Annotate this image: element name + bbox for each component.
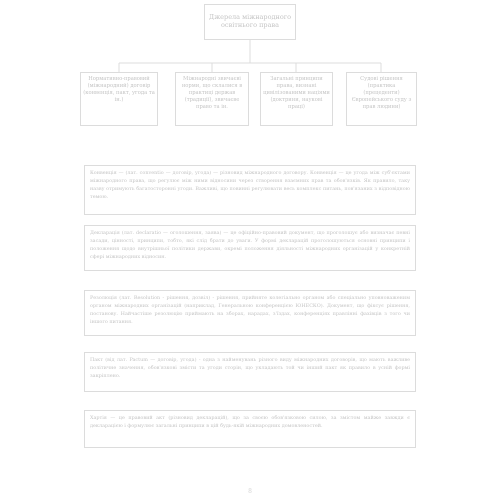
definition-text: Конвенція — (лат. conventio — договір, угода) — різновид міжнародного договору. Конвенція — це угода між суб'єктами міжнародного права, що регулює між ними відносини через створення взаємних прав та обов'язків. Як правило, таку назву отримують багатосторонні угоди. Важливі, що повинні регулювати весь комплекс питань, пов'язаних з відповідною темою. bbox=[90, 170, 410, 200]
source-box-court bbox=[346, 72, 417, 126]
definition-convention bbox=[84, 165, 416, 215]
source-box-custom bbox=[175, 72, 249, 126]
source-box-treaty bbox=[80, 72, 158, 126]
source-text: Міжнародні звичаєві норми, що склалися в практиці держав (традиції), звичаєве право та ін. bbox=[181, 76, 243, 111]
definition-text: Декларація (лат. declaratio — оголошення, заява) — це офіційно-правовий документ, що проголошує або визначає певні засади, цінності, принципи, тобто, які слід брати до уваги. У формі декларацій проголошуються основні принципи і положення щодо внутрішньої політики держави, окремі положення діяльності міжнародних організацій у конкретній сфері міжнародних відносин. bbox=[90, 230, 410, 260]
definition-charter bbox=[84, 410, 416, 448]
definition-text: Пакт (від лат. Pactum — договір, угода) - одна з найменувань різного виду міжнародних договорів, що мають важливе політичне значення, обов'язкові змісти та угоди сторін, що укладають той чи інший пакт як правило в усній формі закріплено. bbox=[90, 357, 410, 379]
source-box-principles bbox=[260, 72, 333, 126]
definition-declaration bbox=[84, 225, 416, 271]
definition-text: Резолюція (лат. Resolution - рішення, дозвіл) - рішення, прийняте колегіально органом або спеціально уповноваженим органом міжнародних організацій (наприклад, Генеральною конференцією ЮНЕСКО). Документ, що фіксує рішення, постанову. Найчастіше резолюцію приймають на зборах, нарадах, з'їздах, конференціях правлінні фахівців з того чи іншого питання. bbox=[90, 295, 410, 325]
definition-pact bbox=[84, 352, 416, 392]
diagram-title-text: Джерела міжнародного освітнього права bbox=[208, 13, 292, 29]
source-text: Нормативно-правовий (міжнародний) договір (конвенція, пакт, угода та ін.) bbox=[83, 76, 155, 104]
definition-text: Хартія — це правовий акт (різновид декларацій), що за своєю обов'язковою силою, за змістом майже завжди є декларацією і формулює загальні принципи в цій будь-якій міжнародних домовленостей. bbox=[90, 415, 410, 429]
source-text: Судові рішення (практика (прецеденти) Європейського суду з прав людини) bbox=[351, 76, 412, 111]
definition-resolution bbox=[84, 290, 416, 336]
page-number: 8 bbox=[248, 488, 252, 495]
source-text: Загальні принципи права, визнані цивілізованими націями (доктрини, наукові праці) bbox=[263, 76, 330, 111]
diagram-title bbox=[204, 4, 296, 40]
